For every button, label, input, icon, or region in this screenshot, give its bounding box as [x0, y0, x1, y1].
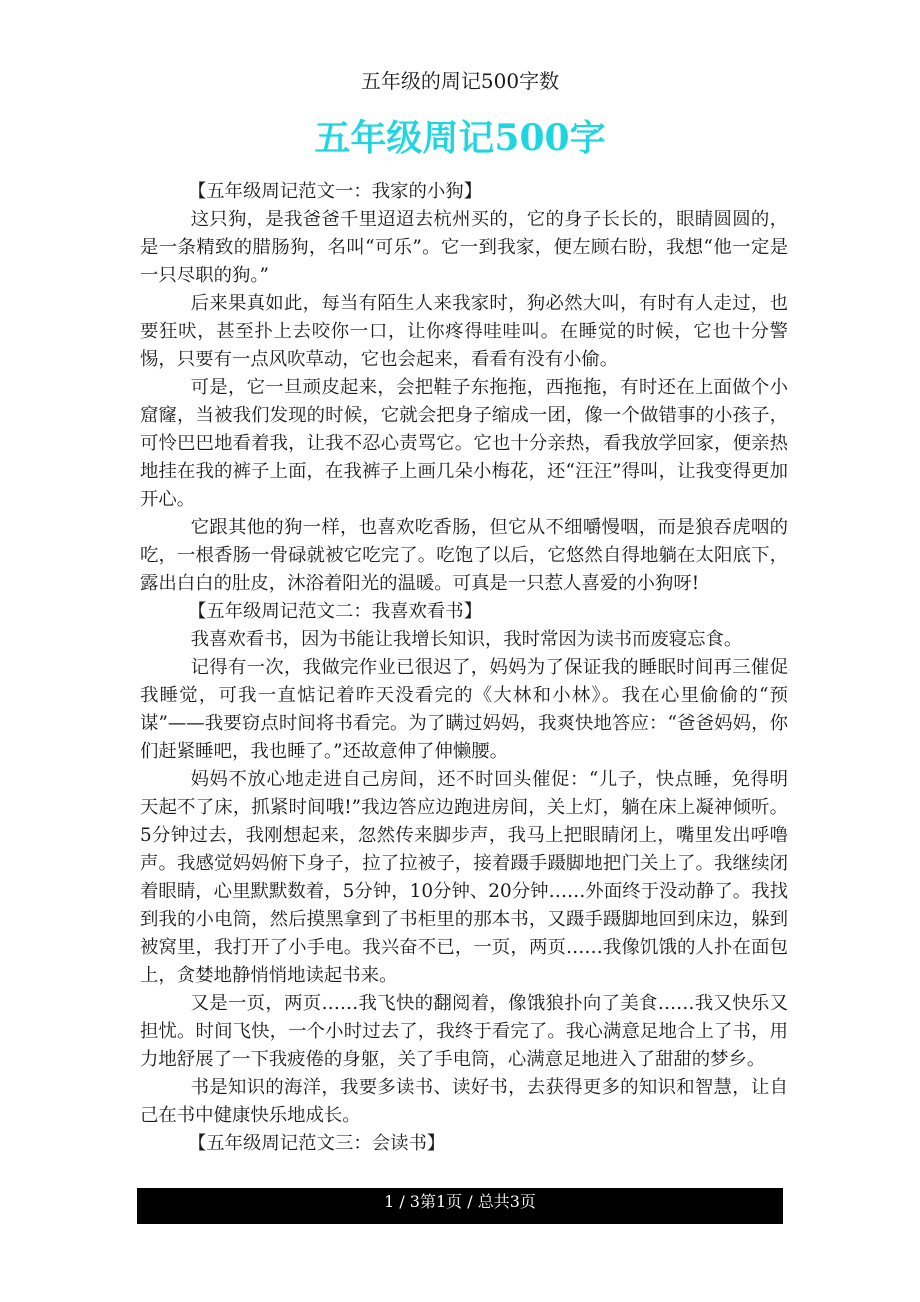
page-indicator: 1 / 3第1页 / 总共3页 [384, 1192, 536, 1211]
section-heading-2: 【五年级周记范文二：我喜欢看书】 [187, 601, 483, 622]
body-paragraph: 这只狗，是我爸爸千里迢迢去杭州买的，它的身子长长的，眼睛圆圆的，是一条精致的腊肠狗，名叫“可乐”。它一到我家，便左顾右盼，我想“他一定是一只尽职的狗。” [140, 209, 788, 286]
page-footer-bar [137, 1188, 783, 1224]
body-paragraph: 妈妈不放心地走进自己房间，还不时回头催促：“儿子，快点睡，免得明天起不了床，抓紧时间哦!”我边答应边跑进房间，关上灯，躺在床上凝神倾听。5分钟过去，我刚想起来，忽然传来脚步声，我马上把眼睛闭上，嘴里发出呼噜声。我感觉妈妈俯下身子，拉了拉被子，接着蹑手蹑脚地把门关上了。我继续闭着眼睛，心里默默数着，5分钟，10分钟、20分钟……外面终于没动静了。我找到我的小电筒，然后摸黑拿到了书柜里的那本书，又蹑手蹑脚地回到床边，躲到被窝里，我打开了小手电。我兴奋不已，一页，两页……我像饥饿的人扑在面包上，贪婪地静悄悄地读起书来。 [140, 769, 788, 986]
body-paragraph: 书是知识的海洋，我要多读书、读好书，去获得更多的知识和智慧，让自己在书中健康快乐地成长。 [140, 1077, 788, 1126]
body-paragraph: 可是，它一旦顽皮起来，会把鞋子东拖拖，西拖拖，有时还在上面做个小窟窿，当被我们发现的时候，它就会把身子缩成一团，像一个做错事的小孩子，可怜巴巴地看着我，让我不忍心责骂它。它也十分亲热，看我放学回家，便亲热地挂在我的裤子上面，在我裤子上画几朵小梅花，还“汪汪”得叫，让我变得更加开心。 [140, 377, 788, 510]
body-paragraph: 又是一页，两页……我飞快的翻阅着，像饿狼扑向了美食……我又快乐又担忧。时间飞快，一个小时过去了，我终于看完了。我心满意足地合上了书，用力地舒展了一下我疲倦的身躯，关了手电筒，心满意足地进入了甜甜的梦乡。 [140, 993, 788, 1070]
document-title: 五年级周记500字 [314, 117, 606, 159]
section-heading-3: 【五年级周记范文三：会读书】 [187, 1133, 446, 1154]
body-paragraph: 记得有一次，我做完作业已很迟了，妈妈为了保证我的睡眠时间再三催促我睡觉，可我一直惦记着昨天没看完的《大林和小林》。我在心里偷偷的“预谋”——我要窃点时间将书看完。为了瞒过妈妈，我爽快地答应：“爸爸妈妈，你们赶紧睡吧，我也睡了。”还故意伸了伸懒腰。 [140, 657, 788, 762]
body-paragraph: 后来果真如此，每当有陌生人来我家时，狗必然大叫，有时有人走过，也要狂吠，甚至扑上去咬你一口，让你疼得哇哇叫。在睡觉的时候，它也十分警惕，只要有一点风吹草动，它也会起来，看看有没有小偷。 [140, 293, 788, 370]
body-paragraph: 它跟其他的狗一样，也喜欢吃香肠，但它从不细嚼慢咽，而是狼吞虎咽的吃，一根香肠一骨碌就被它吃完了。吃饱了以后，它悠然自得地躺在太阳底下，露出白白的肚皮，沐浴着阳光的温暖。可真是一只惹人喜爱的小狗呀! [140, 517, 788, 594]
section-heading-1: 【五年级周记范文一：我家的小狗】 [187, 181, 483, 202]
document-body [140, 178, 788, 1158]
body-paragraph: 我喜欢看书，因为书能让我增长知识，我时常因为读书而废寝忘食。 [190, 629, 743, 650]
running-header: 五年级的周记500字数 [360, 69, 560, 93]
